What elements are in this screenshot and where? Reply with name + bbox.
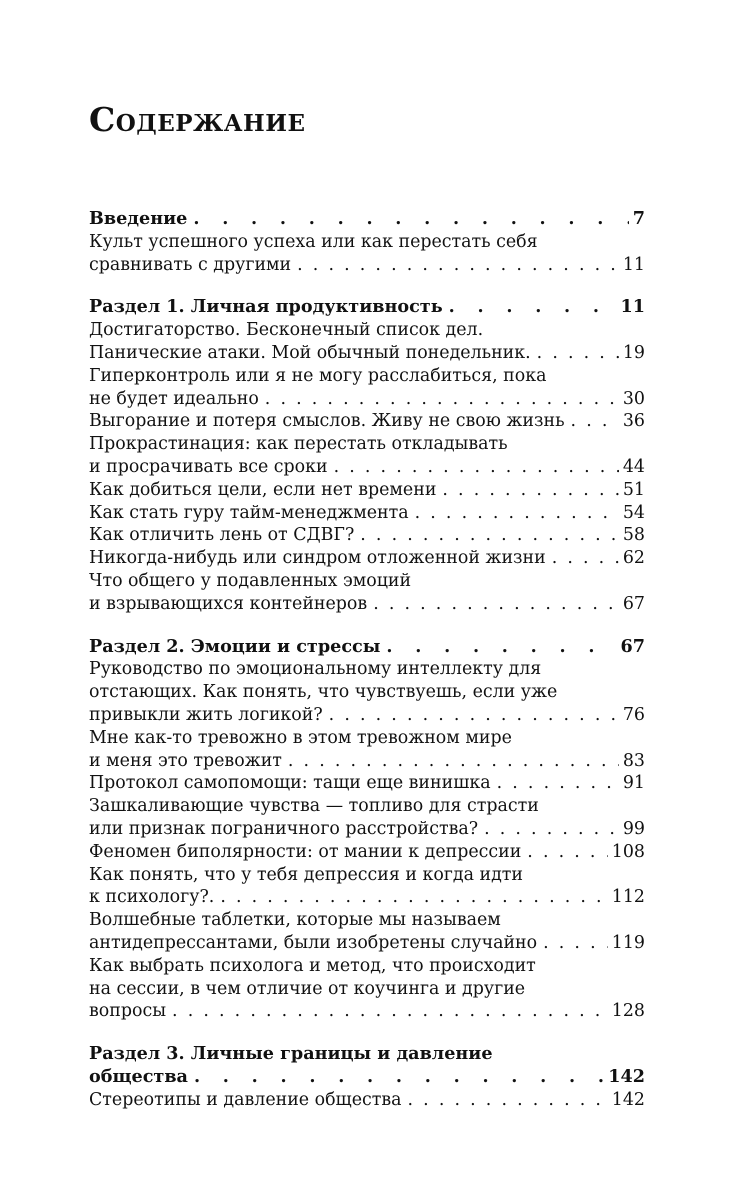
dot-leader	[168, 1000, 608, 1023]
dot-leader	[216, 886, 607, 909]
dot-leader	[539, 932, 608, 955]
page-number: 36	[619, 410, 645, 433]
dot-leader	[382, 636, 616, 659]
page-number: 83	[619, 750, 645, 773]
entry-line	[89, 818, 645, 841]
page-number: 11	[619, 254, 645, 277]
entry-line: на сессии, в чем отличие от коучинга и другие	[89, 978, 526, 999]
entry-title: Никогда-нибудь или синдром отложенной жизни	[89, 548, 546, 569]
entry-line	[89, 524, 645, 547]
entry-title: Стереотипы и давление общества	[89, 1089, 402, 1110]
entry-line	[89, 593, 645, 616]
entry-title: и взрывающихся контейнеров	[89, 593, 368, 614]
dot-leader	[190, 1066, 604, 1089]
entry-line	[89, 410, 645, 433]
entry-line: Прокрастинация: как перестать откладывать	[89, 434, 508, 455]
entry-line: Мне как-то тревожно в этом тревожном мире	[89, 727, 512, 748]
dot-leader	[369, 593, 619, 616]
entry-line	[89, 1089, 645, 1112]
entry-line: Зашкаливающие чувства — топливо для страсти	[89, 796, 539, 817]
entry-line	[89, 932, 645, 955]
section-title-line	[89, 296, 645, 319]
page-number: 67	[617, 636, 645, 659]
section-title-line	[89, 636, 645, 659]
entry-line	[89, 772, 645, 795]
entry-line	[89, 547, 645, 570]
entry-title: Выгорание и потеря смыслов. Живу не свою жизнь	[89, 411, 565, 432]
entry-line	[89, 502, 645, 525]
page-number: 19	[619, 342, 645, 365]
page-number: 76	[619, 704, 645, 727]
entry-line: Что общего у подавленных эмоций	[89, 570, 412, 591]
dot-leader	[261, 388, 619, 411]
dot-leader	[189, 208, 628, 231]
entry-title: Как добиться цели, если нет времени	[89, 479, 437, 500]
page-number: 44	[619, 456, 645, 479]
page-number: 7	[629, 208, 645, 231]
toc-list	[89, 208, 645, 1111]
page-number: 62	[619, 547, 645, 570]
entry-line	[89, 456, 645, 479]
dot-leader	[567, 410, 619, 433]
toc-section	[89, 208, 645, 276]
page-number: 142	[608, 1089, 645, 1112]
page-number: 128	[608, 1000, 645, 1023]
dot-leader	[493, 772, 619, 795]
toc-section	[89, 636, 645, 1024]
dot-leader	[548, 547, 619, 570]
page-number: 108	[608, 841, 645, 864]
entry-title: вопросы	[89, 1001, 167, 1022]
dot-leader	[404, 1089, 608, 1112]
entry-line	[89, 704, 645, 727]
toc-page	[89, 98, 645, 1131]
entry-line: Достигаторство. Бесконечный список дел.	[89, 320, 484, 341]
section-title: Раздел 1. Личная продуктивность	[89, 296, 443, 318]
dot-leader	[480, 818, 619, 841]
entry-title: привыкли жить логикой?	[89, 704, 323, 725]
entry-title: сравнивать с другими	[89, 254, 292, 275]
entry-line: Руководство по эмоциональному интеллекту для	[89, 659, 542, 680]
entry-title: или признак пограничного расстройства?	[89, 818, 479, 839]
dot-leader	[445, 296, 617, 319]
entry-line: Волшебные таблетки, которые мы называем	[89, 910, 501, 931]
dot-leader	[523, 841, 608, 864]
section-title-line	[89, 1066, 645, 1089]
page-number: 112	[608, 886, 645, 909]
dot-leader	[411, 502, 619, 525]
section-title: Введение	[89, 208, 188, 229]
page-number: 11	[617, 296, 645, 319]
entry-title: Как отличить лень от СДВГ?	[89, 525, 355, 546]
page-number: 99	[619, 818, 645, 841]
page-number: 51	[619, 479, 645, 502]
page-number: 30	[619, 388, 645, 411]
entry-line	[89, 750, 645, 773]
entry-title: Панические атаки. Мой обычный понедельник.	[89, 342, 531, 363]
entry-line: Гиперконтроль или я не могу расслабиться, пока	[89, 365, 547, 386]
entry-line	[89, 841, 645, 864]
page-number: 54	[619, 502, 645, 525]
entry-line	[89, 254, 645, 277]
toc-section	[89, 296, 645, 615]
dot-leader	[533, 342, 619, 365]
page-number: 58	[619, 524, 645, 547]
section-title: общества	[89, 1065, 188, 1087]
entry-line: Как выбрать психолога и метод, что происходит	[89, 955, 536, 976]
toc-heading: Содержание	[89, 100, 306, 139]
page-number: 119	[608, 932, 645, 955]
entry-line: Как понять, что у тебя депрессия и когда идти	[89, 864, 524, 885]
page-number: 91	[619, 772, 645, 795]
page-number: 142	[604, 1066, 645, 1089]
entry-line	[89, 1000, 645, 1023]
entry-title: Протокол самопомощи: тащи еще винишка	[89, 773, 491, 794]
dot-leader	[438, 479, 618, 502]
entry-title: не будет идеально	[89, 388, 259, 409]
entry-line	[89, 342, 645, 365]
page-number: 67	[619, 593, 645, 616]
toc-section	[89, 1043, 645, 1111]
entry-line	[89, 886, 645, 909]
entry-line	[89, 388, 645, 411]
entry-title: к психологу?.	[89, 887, 215, 908]
entry-line: Культ успешного успеха или как перестать себя	[89, 231, 538, 252]
entry-title: антидепрессантами, были изобретены случайно	[89, 932, 538, 953]
dot-leader	[330, 456, 619, 479]
entry-title: и просрачивать все сроки	[89, 456, 328, 477]
section-title: Раздел 2. Эмоции и стрессы	[89, 635, 381, 657]
section-title-line	[89, 208, 645, 231]
entry-title: Феномен биполярности: от мании к депрессии	[89, 841, 522, 862]
entry-line	[89, 479, 645, 502]
dot-leader	[284, 750, 619, 773]
dot-leader	[325, 704, 619, 727]
entry-line: отстающих. Как понять, что чувствуешь, если уже	[89, 682, 558, 703]
section-title-line: Раздел 3. Личные границы и давление	[89, 1043, 493, 1065]
dot-leader	[293, 254, 619, 277]
entry-title: и меня это тревожит	[89, 750, 282, 771]
dot-leader	[356, 524, 619, 547]
entry-title: Как стать гуру тайм-менеджмента	[89, 502, 409, 523]
